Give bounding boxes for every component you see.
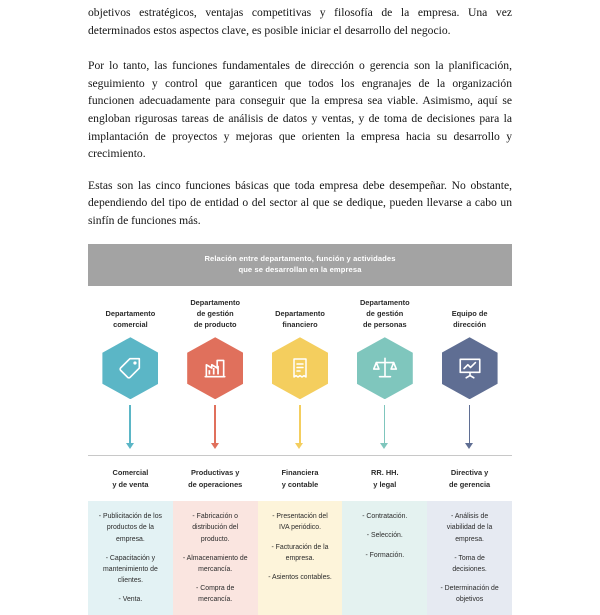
price-tag-icon [102,337,158,399]
function-column-financiera [258,456,343,615]
department-column-comercial [88,286,173,453]
department-hexagon [102,337,158,399]
department-title: Departamento comercial [105,309,156,330]
connector-arrow [123,405,137,453]
infographic-header-line-2: que se desarrollan en la empresa [238,265,362,275]
activity-item: - Presentación del IVA periódico. [272,513,328,532]
infographic-header-line-1: Relación entre departamento, función y actividades [204,253,396,263]
function-title: Productivas y de operaciones [188,468,243,489]
paragraph-2: Por lo tanto, las funciones fundamentales de dirección o gerencia son la planificación, seguimiento y control que garanticen que todos los engranajes de la organización funcionen adecuadamente para conseguir que la empresa sea viable. Asimismo, aquí se engloban rigurosas tareas de análisis de datos y ventas, y de toma de decisiones para la implantación de proyectos y mejoras que orienten la empresa hacia su desarrollo y crecimiento. [88,59,512,161]
activities-panel [258,501,343,615]
activities-panel [173,501,258,615]
department-title: Departamento de gestión de personas [359,297,410,330]
function-title: Financiera y contable [281,468,319,489]
activity-item: - Contratación. [362,513,408,521]
presentation-board-icon [442,337,498,399]
activity-item: - Análisis de viabilidad de la empresa. [446,513,493,543]
function-column-productivas [173,456,258,615]
connector-arrow [463,405,477,453]
department-title: Departamento de gestión de producto [190,297,241,330]
department-hexagon [442,337,498,399]
department-column-personas [342,286,427,453]
connector-arrow [208,405,222,453]
department-title: Equipo de dirección [451,309,488,330]
function-column-rrhh [342,456,427,615]
activity-item: - Selección. [366,532,403,540]
department-title: Departamento financiero [275,309,325,330]
activity-item: - Almacenamiento de mercancía. [182,554,248,573]
function-title: Directiva y de gerencia [449,468,491,489]
activity-item: - Publicitación de los productos de la empresa. [98,513,162,543]
function-column-comercial [88,456,173,615]
department-column-financiero [258,286,343,453]
activities-panel [88,501,173,615]
department-column-direccion [427,286,512,453]
activity-item: - Venta. [118,596,143,604]
infographic-header [88,244,512,287]
department-hexagon [272,337,328,399]
activity-item: - Toma de decisiones. [452,554,487,573]
function-title: RR. HH. y legal [371,468,399,489]
activity-item: - Determinación de objetivos [440,585,499,604]
function-column-directiva [427,456,512,615]
activity-item: - Compra de mercancía. [196,585,235,604]
scales-icon [357,337,413,399]
activity-item: - Fabricación o distribución del producto. [192,513,239,543]
department-hexagon [357,337,413,399]
department-hexagon [187,337,243,399]
invoice-icon [272,337,328,399]
function-title: Comercial y de venta [112,468,149,489]
department-columns [88,286,512,453]
connector-arrow [378,405,392,453]
activity-item: - Capacitación y mantenimiento de clientes. [103,554,158,585]
connector-arrow [293,405,307,453]
department-column-producto [173,286,258,453]
activities-panel [342,501,427,615]
paragraph-3: Estas son las cinco funciones básicas que toda empresa debe desempeñar. No obstante, dependiendo del tipo de entidad o del sector al que se dedique, pueden llevarse a cabo un sinfín de funciones más. [88,178,512,228]
paragraph-1: objetivos estratégicos, ventajas competitivas y filosofía de la empresa. Una vez determinados estos aspectos clave, es posible iniciar el desarrollo del negocio. [88,6,512,37]
activity-item: - Formación. [365,551,405,559]
body-text [88,0,512,230]
activities-panel [427,501,512,615]
activity-item: - Facturación de la empresa. [271,543,329,562]
factory-chart-icon [187,337,243,399]
activity-item: - Asientos contables. [268,573,332,581]
function-columns [88,456,512,615]
infographic [88,244,512,615]
